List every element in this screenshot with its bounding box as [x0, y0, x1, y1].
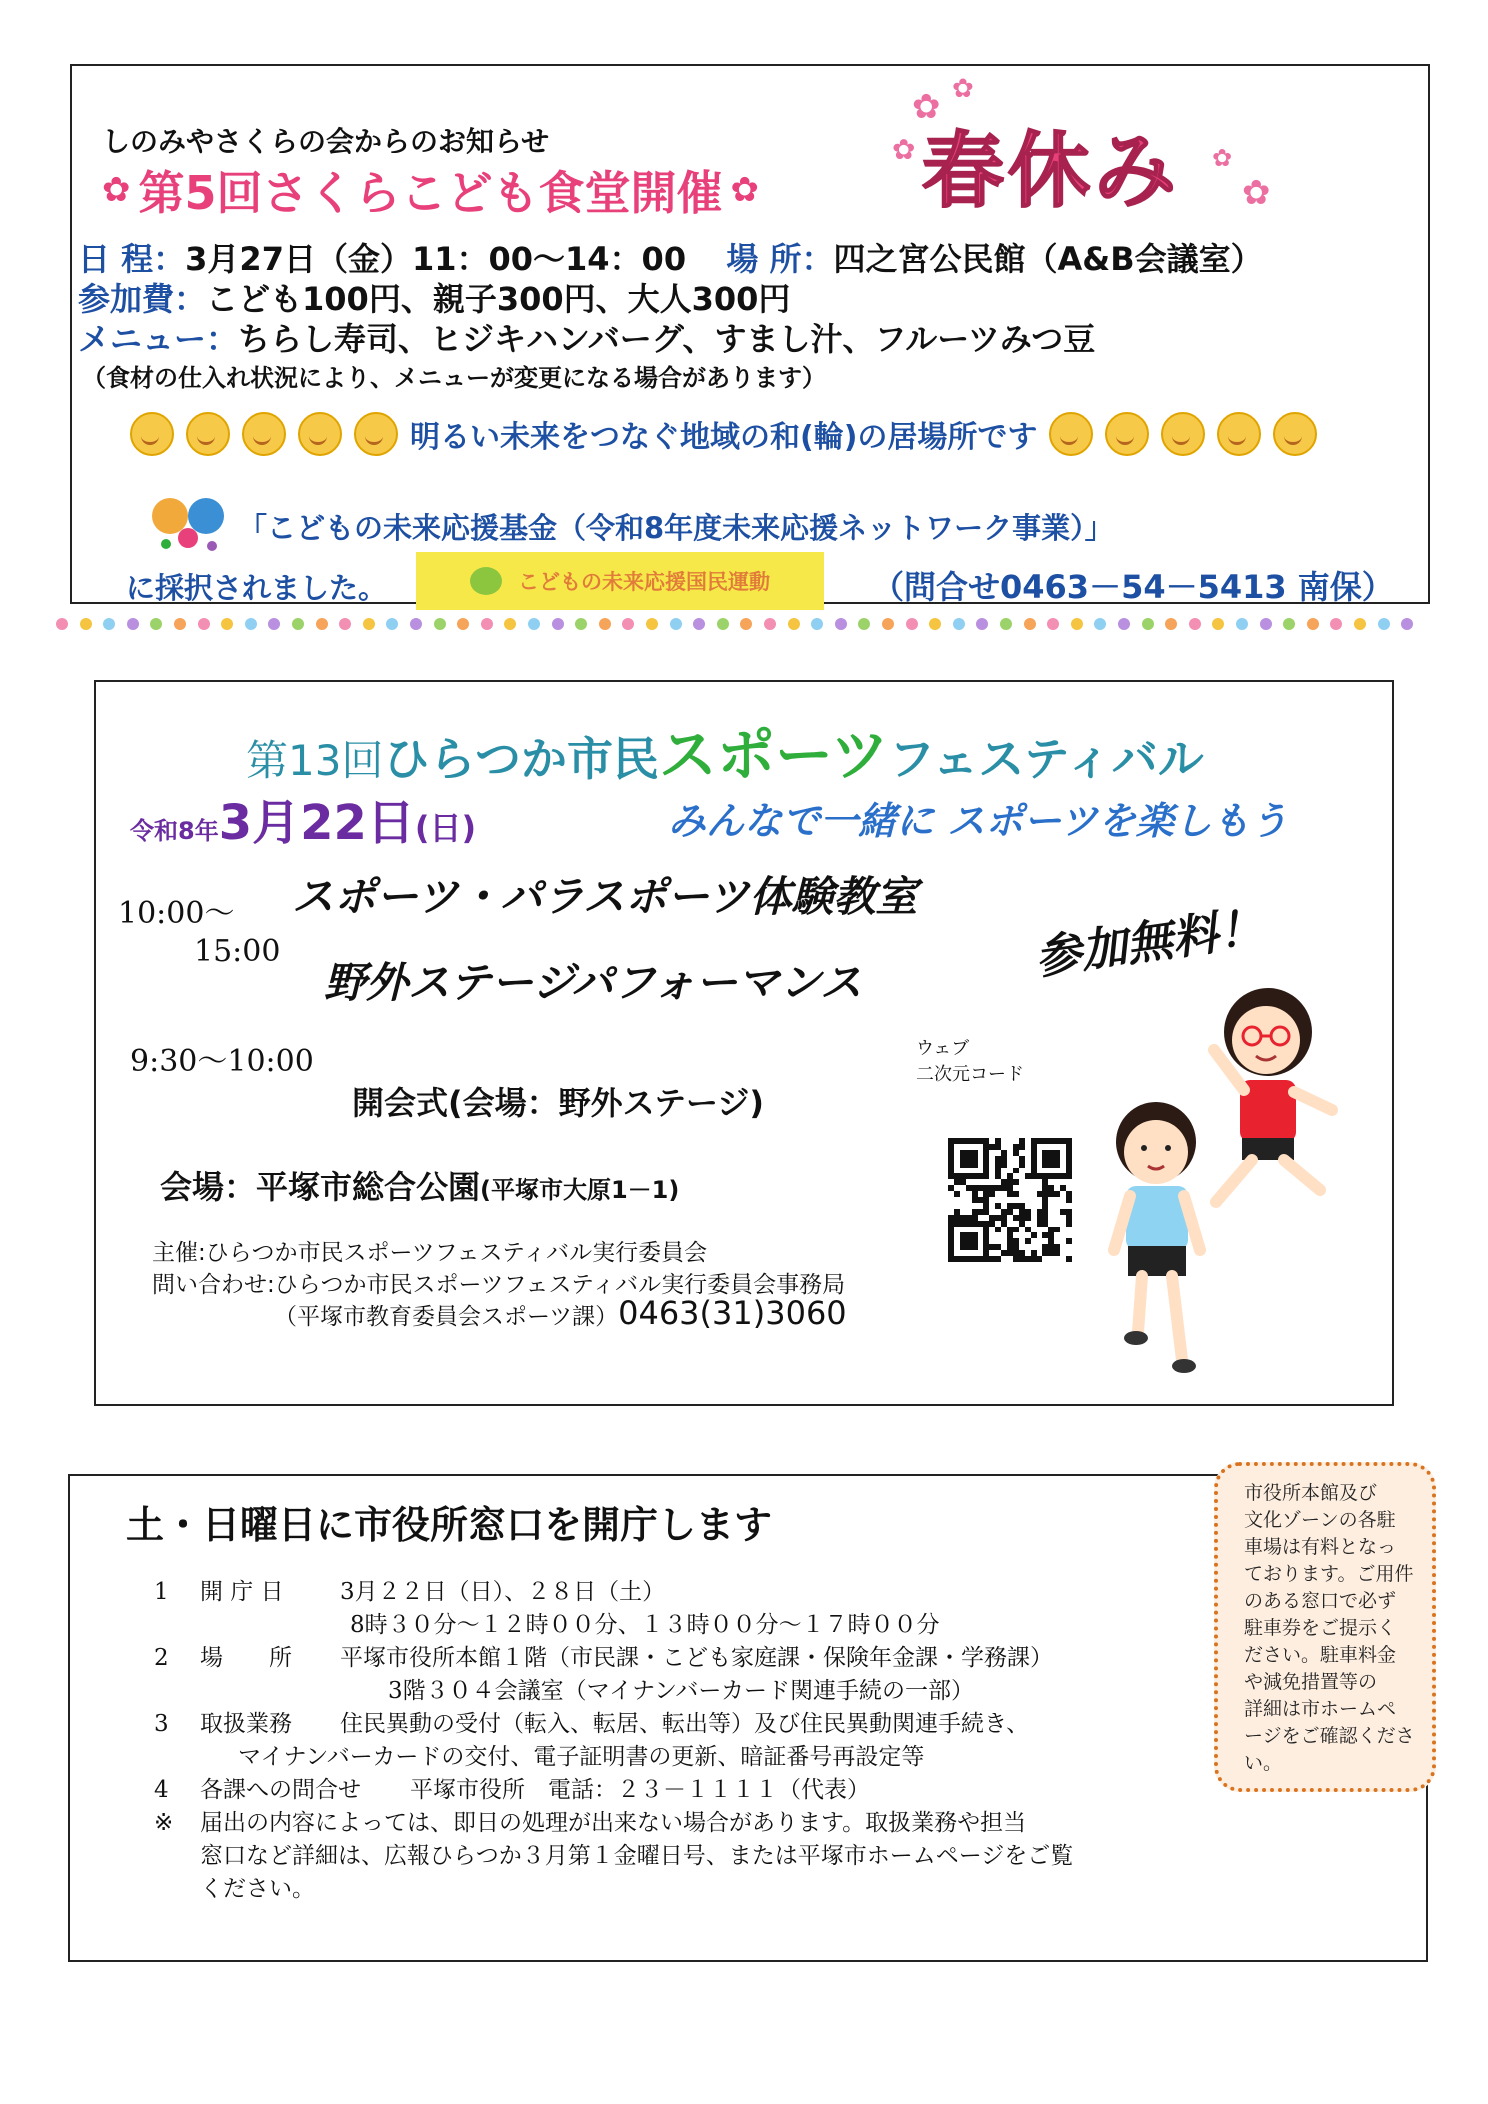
event-title-row [102, 162, 759, 218]
divider-dot [1401, 618, 1413, 630]
place-label: 場 所： [726, 240, 834, 278]
divider-dot [882, 618, 894, 630]
spring-badge-text: 春休み [922, 124, 1181, 219]
note-line: 届出の内容によっては、即日の処理が出来ない場合があります。取扱業務や担当 [200, 1810, 1027, 1836]
smile-face-icon [242, 412, 286, 456]
divider-dot [198, 618, 210, 630]
item-no: 3 [154, 1711, 169, 1737]
item-text: 住民異動の受付（転入、転居、転出等）及び住民異動関連手続き、 [340, 1711, 1030, 1737]
organizer: 主催:ひらつか市民スポーツフェスティバル実行委員会 [152, 1240, 708, 1266]
smile-face-icon [1217, 412, 1261, 456]
divider-dot [552, 618, 564, 630]
parking-line: ージをご確認くださ [1244, 1725, 1415, 1747]
smile-face-icon [298, 412, 342, 456]
parking-line: 詳細は市ホームペ [1244, 1698, 1397, 1720]
divider-dot [953, 618, 965, 630]
divider-dot [1189, 618, 1201, 630]
qr-code[interactable] [944, 1134, 1076, 1266]
inquiry-dept: （平塚市教育委員会スポーツ課） [274, 1304, 619, 1330]
sakura-icon: ✿ [952, 74, 974, 104]
date: 3月22日 [218, 795, 415, 851]
date-value: 3月27日（金）11：00～14：00 [185, 240, 687, 278]
menu-note: （食材の仕入れ状況により、メニューが変更になる場合があります） [82, 364, 826, 392]
activity-1: スポーツ・パラスポーツ体験教室 [292, 872, 918, 921]
parking-text [1244, 1480, 1422, 1777]
divider-dot [622, 618, 634, 630]
divider-dot [764, 618, 776, 630]
item-text: 平塚市役所本館１階（市民課・こども家庭課・保険年金課・学務課） [340, 1645, 1053, 1671]
parking-line: ださい。駐車料金 [1244, 1644, 1397, 1666]
divider-dot [599, 618, 611, 630]
detail-item-3 [154, 1708, 1073, 1741]
fee-label: 参加費： [78, 280, 207, 318]
contact-phone: （問合せ0463－54－5413 南保） [872, 568, 1394, 606]
girl-with-glasses-icon [1214, 988, 1332, 1202]
inquiry-phone: 0463(31)3060 [618, 1294, 847, 1332]
divider-dot [528, 618, 540, 630]
divider-dot [221, 618, 233, 630]
smile-face-icon [1161, 412, 1205, 456]
divider-dot [292, 618, 304, 630]
opening-time: 9:30～10:00 [130, 1044, 314, 1079]
divider-dot [670, 618, 682, 630]
item-label: 取扱業務 [200, 1711, 292, 1737]
festival-title-prefix: 第13回 [246, 736, 384, 785]
divider-dot [127, 618, 139, 630]
note [154, 1807, 1073, 1906]
qr-caption [916, 1036, 1024, 1088]
divider-dot [1283, 618, 1295, 630]
slogan: みんなで一緒に スポーツを楽しもう [668, 799, 1288, 843]
divider-dot [740, 618, 752, 630]
divider-dot [339, 618, 351, 630]
sakura-icon: ✿ [892, 133, 916, 166]
divider-dot [717, 618, 729, 630]
detail-item-2-cont: 3階３０４会議室（マイナンバーカード関連手続の一部） [388, 1678, 974, 1704]
sakura-icon: ✿ [730, 170, 760, 210]
item-text: 3月２２日（日）、２８日（土） [340, 1579, 666, 1605]
divider-dot [811, 618, 823, 630]
fee-value: こども100円、親子300円、大人300円 [206, 280, 791, 318]
festival-title-city: ひらつか市民 [383, 732, 659, 786]
parking-line: のある窓口で必ず [1244, 1590, 1397, 1612]
divider-dot [575, 618, 587, 630]
divider-dot [1142, 618, 1154, 630]
venue: 会場：平塚市総合公園 [160, 1168, 481, 1206]
divider-dot [316, 618, 328, 630]
divider-dot [1118, 618, 1130, 630]
divider-dot [788, 618, 800, 630]
event-title: 第5回さくらこども食堂開催 [138, 166, 723, 220]
fund-logo-icon [148, 490, 232, 554]
detail-item-1-cont: 8時３０分～１２時００分、１３時００分～１７時００分 [350, 1612, 940, 1638]
logo-text: こどもの未来応援国民運動 [518, 570, 770, 594]
divider-dot [929, 618, 941, 630]
divider-dot [481, 618, 493, 630]
divider-dot [1378, 618, 1390, 630]
motto-row [130, 412, 1329, 456]
item-label: 場 所 [200, 1645, 292, 1671]
detail-item-2 [154, 1642, 1073, 1675]
festival-title-sports: スポーツ [659, 721, 889, 789]
sakura-icon: ✿ [1212, 144, 1233, 172]
detail-item-1 [154, 1576, 1073, 1609]
qr-caption-line-1: ウェブ [916, 1038, 970, 1059]
divider-dot [1212, 618, 1224, 630]
divider-dot [386, 618, 398, 630]
smile-face-icon [1049, 412, 1093, 456]
divider-dot [103, 618, 115, 630]
divider-dot [976, 618, 988, 630]
note-mark: ※ [154, 1810, 174, 1836]
divider-dot [410, 618, 422, 630]
divider-dot [1024, 618, 1036, 630]
divider-dot [150, 618, 162, 630]
sakura-icon: ✿ [102, 170, 131, 210]
divider-dot [363, 618, 375, 630]
divider-dot [504, 618, 516, 630]
section3-title: 土・日曜日に市役所窓口を開庁します [126, 1503, 773, 1547]
sakura-icon: ✿ [1242, 173, 1271, 213]
divider-dot [693, 618, 705, 630]
era: 令和8年 [130, 817, 219, 845]
fund-line: 「こどもの未来応援基金（令和8年度未来応援ネットワーク事業）」 [238, 511, 1114, 545]
divider-dot [1071, 618, 1083, 630]
adopted-text: に採択されました。 [126, 571, 388, 605]
motto-text: 明るい未来をつなぐ地域の和(輪)の居場所です [410, 420, 1038, 455]
divider-dot [906, 618, 918, 630]
divider-dot [1307, 618, 1319, 630]
divider-dot [174, 618, 186, 630]
qr-caption-line-2: 二次元コード [916, 1064, 1024, 1085]
dotted-divider [56, 617, 1436, 631]
day: (日) [414, 809, 477, 847]
item-label: 開 庁 日 [200, 1579, 284, 1605]
festival-date [130, 784, 476, 853]
time-end: 15:00 [194, 934, 281, 969]
date-label: 日 程： [78, 240, 186, 278]
smile-face-icon [1273, 412, 1317, 456]
venue-row [160, 1162, 679, 1208]
item-no: 2 [154, 1645, 169, 1671]
smile-face-icon [354, 412, 398, 456]
parking-line: 駐車券をご提示く [1244, 1617, 1397, 1639]
festival-title-fest: フェスティバル [888, 732, 1204, 786]
divider-dot [835, 618, 847, 630]
parking-line: ております。ご用件 [1244, 1563, 1414, 1585]
menu-value: ちらし寿司、ヒジキハンバーグ、すまし汁、フルーツみつ豆 [238, 320, 1096, 358]
item-label: 各課への問合せ [200, 1777, 361, 1803]
divider-dot [245, 618, 257, 630]
item-text: 平塚市役所 電話：２３－１１１１（代表） [410, 1777, 870, 1803]
kodomo-shokudo-notice [70, 64, 1430, 604]
activity-2: 野外ステージパフォーマンス [324, 958, 863, 1007]
menu-label: メニュー： [78, 320, 239, 358]
smile-face-icon [130, 412, 174, 456]
detail-item-4 [154, 1774, 1073, 1807]
note-line: 窓口など詳細は、広報ひらつか３月第１金曜日号、または平塚市ホームページをご覧 [200, 1843, 1074, 1869]
parking-line: 文化ゾーンの各駐 [1244, 1509, 1396, 1531]
leaf-icon [470, 567, 502, 595]
divider-dot [1165, 618, 1177, 630]
divider-dot [1260, 618, 1272, 630]
inquiry: 問い合わせ:ひらつか市民スポーツフェスティバル実行委員会事務局 [152, 1272, 846, 1298]
notice-from: しのみやさくらの会からのお知らせ [102, 125, 550, 158]
divider-dot [268, 618, 280, 630]
divider-dot [56, 618, 68, 630]
parking-callout [1214, 1462, 1436, 1792]
divider-dot [646, 618, 658, 630]
time-start: 10:00～ [118, 896, 235, 931]
detail-item-3-cont: マイナンバーカードの交付、電子証明書の更新、暗証番号再設定等 [238, 1744, 925, 1770]
venue-address: (平塚市大原1－1) [480, 1176, 680, 1204]
parking-line: 市役所本館及び [1244, 1482, 1378, 1504]
divider-dot [1000, 618, 1012, 630]
office-details [154, 1576, 1073, 1906]
parking-line: い。 [1244, 1752, 1283, 1774]
divider-dot [1354, 618, 1366, 630]
item-no: 1 [154, 1579, 169, 1605]
kokumin-undo-logo [416, 552, 824, 610]
divider-dot [1236, 618, 1248, 630]
sports-festival-notice [94, 680, 1394, 1406]
children-illustration [1096, 980, 1376, 1380]
free-admission: 参加無料！ [1031, 899, 1268, 985]
note-line: ください。 [200, 1876, 315, 1902]
girl-in-blue-icon [1114, 1102, 1200, 1373]
menu-row [78, 314, 1095, 360]
sakura-icon: ✿ [912, 87, 941, 127]
place-value: 四之宮公民館（A&B会議室） [833, 240, 1263, 278]
divider-dot [457, 618, 469, 630]
item-no: 4 [154, 1777, 169, 1803]
festival-title [246, 708, 1204, 792]
divider-dot [80, 618, 92, 630]
inquiry-dept-row [274, 1294, 847, 1332]
parking-line: 車場は有料となっ [1244, 1536, 1397, 1558]
divider-dot [858, 618, 870, 630]
spring-badge [892, 76, 1292, 226]
divider-dot [1047, 618, 1059, 630]
divider-dot [1330, 618, 1342, 630]
smile-face-icon [1105, 412, 1149, 456]
divider-dot [434, 618, 446, 630]
smile-face-icon [186, 412, 230, 456]
opening-ceremony: 開会式(会場：野外ステージ) [352, 1084, 764, 1122]
parking-line: や減免措置等の [1244, 1671, 1378, 1693]
divider-dot [1094, 618, 1106, 630]
